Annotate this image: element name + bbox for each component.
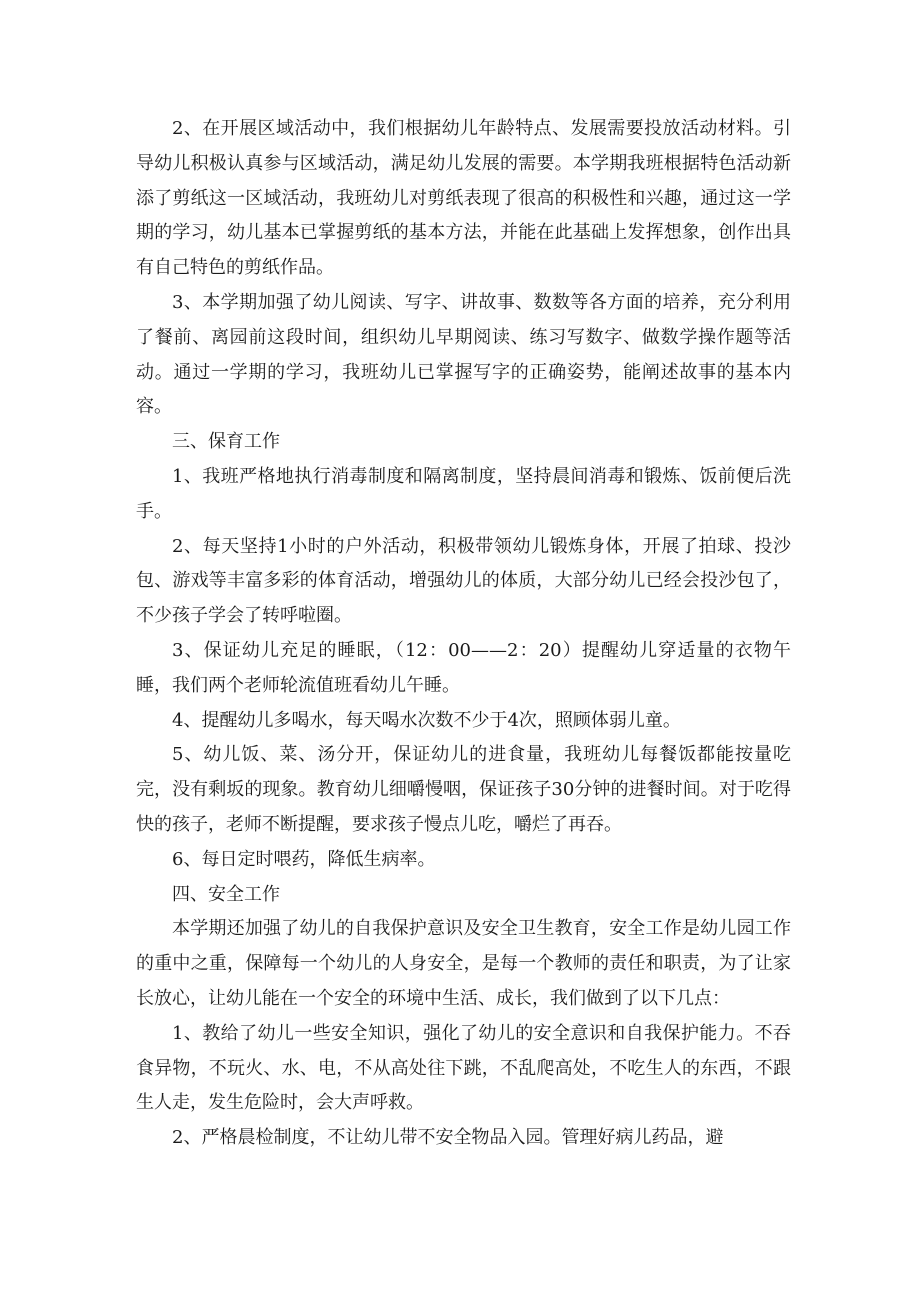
paragraph-sleep: 3、保证幼儿充足的睡眠，（12：00——2：20）提醒幼儿穿适量的衣物午睡，我们两个老师轮流值班看幼儿午睡。 [136,639,791,696]
paragraph-morning-check: 2、严格晨检制度，不让幼儿带不安全物品入园。管理好病儿药品，避 [172,1127,724,1149]
paragraph-disinfection: 1、我班严格地执行消毒制度和隔离制度，坚持晨间消毒和锻炼、饭前便后洗手。 [136,465,791,522]
paragraph-area-activity: 2、在开展区域活动中，我们根据幼儿年龄特点、发展需要投放活动材料。引导幼儿积极认真参与区域活动，满足幼儿发展的需要。本学期我班根据特色活动新添了剪纸这一区域活动，我班幼儿对剪纸表现了很高的积极性和兴趣，通过这一学期的学习，幼儿基本已掌握剪纸的基本方法，并能在此基础上发挥想象，创作出具有自己特色的剪纸作品。 [136,118,791,279]
paragraph-safety-knowledge: 1、教给了幼儿一些安全知识，强化了幼儿的安全意识和自我保护能力。不吞食异物，不玩火、水、电，不从高处往下跳，不乱爬高处，不吃生人的东西，不跟生人走，发生危险时，会大声呼救。 [136,1022,791,1114]
section-heading-care-work: 三、保育工作 [172,431,280,453]
paragraph-medicine: 6、每日定时喂药，降低生病率。 [172,848,436,870]
paragraph-drinking-water: 4、提醒幼儿多喝水，每天喝水次数不少于4次，照顾体弱儿童。 [172,709,681,731]
document-body [136,112,791,1156]
paragraph-outdoor-activity: 2、每天坚持1小时的户外活动，积极带领幼儿锻炼身体，开展了拍球、投沙包、游戏等丰富多彩的体育活动，增强幼儿的体质，大部分幼儿已经会投沙包了，不少孩子学会了转呼啦圈。 [136,535,791,627]
paragraph-meals: 5、幼儿饭、菜、汤分开，保证幼儿的进食量，我班幼儿每餐饭都能按量吃完，没有剩坂的现象。教育幼儿细嚼慢咽，保证孩子30分钟的进餐时间。对于吃得快的孩子，老师不断提醒，要求孩子慢点儿吃，嚼烂了再吞。 [136,744,791,835]
paragraph-safety-intro: 本学期还加强了幼儿的自我保护意识及安全卫生教育，安全工作是幼儿园工作的重中之重，保障每一个幼儿的人身安全，是每一个教师的责任和职责，为了让家长放心，让幼儿能在一个安全的环境中生活、成长，我们做到了以下几点： [136,918,791,1009]
paragraph-reading-writing: 3、本学期加强了幼儿阅读、写字、讲故事、数数等各方面的培养，充分利用了餐前、离园前这段时间，组织幼儿早期阅读、练习写数字、做数学操作题等活动。通过一学期的学习，我班幼儿已掌握写字的正确姿势，能阐述故事的基本内容。 [136,291,791,418]
section-heading-safety-work: 四、安全工作 [172,883,280,905]
